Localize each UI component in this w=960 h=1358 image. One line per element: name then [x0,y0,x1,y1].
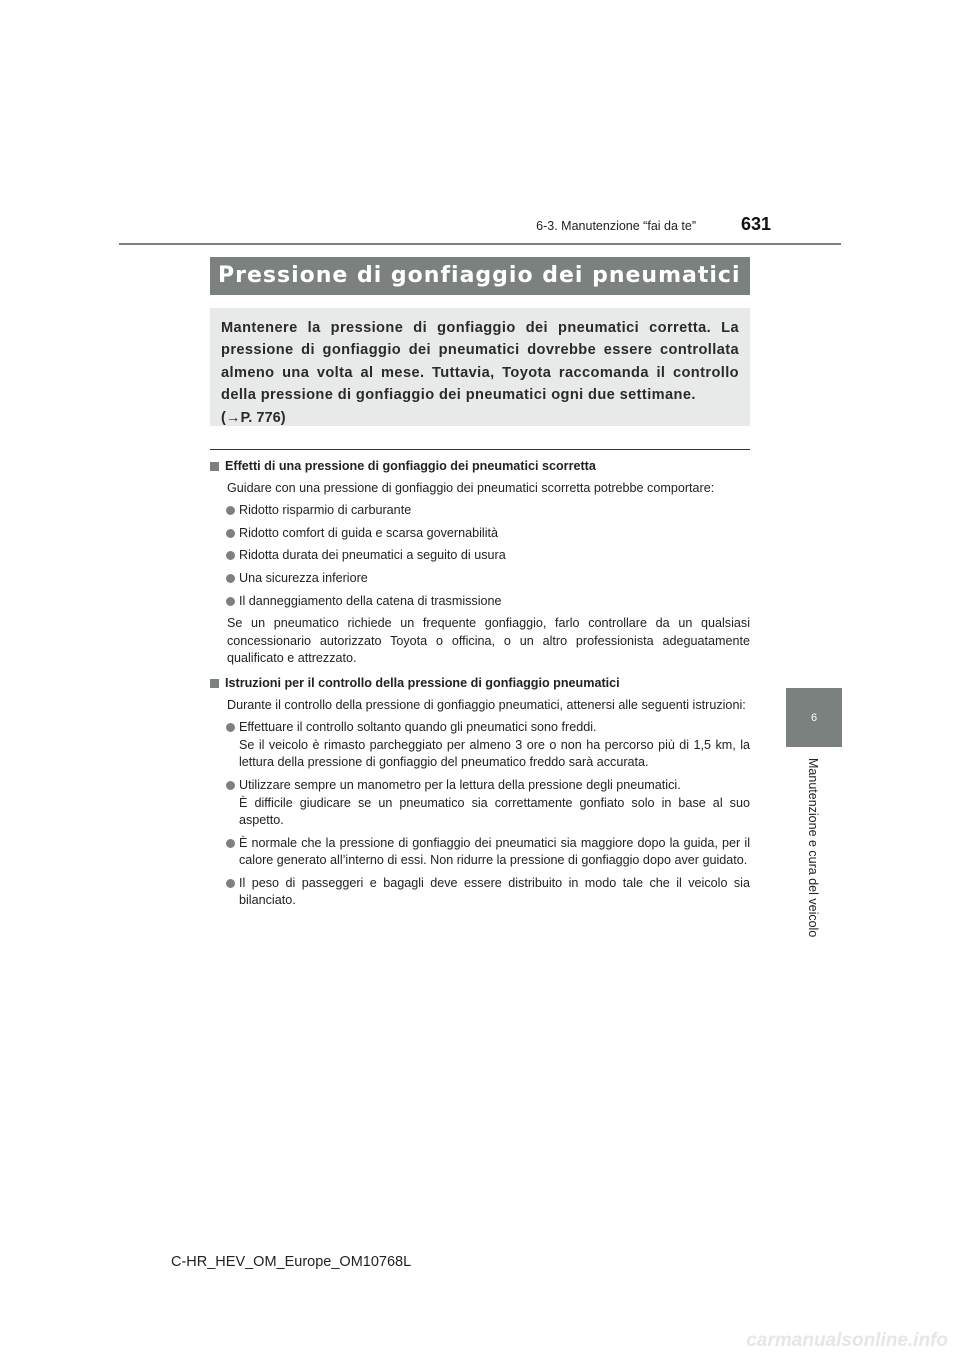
section-intro: Durante il controllo della pressione di gonfiaggio pneumatici, attenersi alle seguenti istruzioni: [227,697,746,712]
document-footer-code: C-HR_HEV_OM_Europe_OM10768L [171,1254,412,1270]
intro-box [210,308,750,426]
list-item [210,777,750,830]
list-item-text: Una sicurezza inferiore [239,570,368,585]
header-section-title: 6-3. Manutenzione “fai da te” [536,219,696,233]
list-item [210,593,750,611]
circle-bullet-icon [226,529,235,538]
list-item [210,835,750,870]
circle-bullet-icon [226,839,235,848]
content [210,458,750,915]
square-bullet-icon [210,462,219,471]
chapter-tab-number: 6 [810,711,818,724]
circle-bullet-icon [226,597,235,606]
intro-text: Mantenere la pressione di gonfiaggio dei pneumatici corretta. La pressione di gonfiaggio dei pneumatici dovrebbe essere controllata almeno una volta al mese. Tuttavia, Toyota raccomanda il controllo della pressione di gonfiaggio dei pneumatici ogni due settimane. [221,320,739,404]
circle-bullet-icon [226,781,235,790]
list-item-text: Il danneggiamento della catena di trasmissione [239,593,502,608]
list-item-text: Utilizzare sempre un manometro per la lettura della pressione degli pneumatici. È difficile giudicare se un pneumatico sia correttamente gonfiato solo in base al suo aspetto. [239,777,750,828]
list-item-text: Il peso di passeggeri e bagagli deve essere distribuito in modo tale che il veicolo sia bilanciato. [239,875,750,908]
list-item-text: Ridotto comfort di guida e scarsa governabilità [239,525,499,540]
section-intro: Guidare con una pressione di gonfiaggio dei pneumatici scorretta potrebbe comportare: [227,480,715,495]
list-item [210,875,750,910]
square-bullet-icon [210,679,219,688]
intro-page-reference: (→P. 776) [221,409,286,426]
list-item-text: È normale che la pressione di gonfiaggio dei pneumatici sia maggiore dopo la guida, per il calore generato all’interno di essi. Non ridurre la pressione di gonfiaggio dopo aver guidato. [239,835,750,868]
watermark: carmanualsonline.info [746,1330,948,1351]
chapter-tab-label: Manutenzione e cura del veicolo [806,758,820,938]
section-divider [210,449,750,450]
page-number: 631 [741,214,772,234]
circle-bullet-icon [226,574,235,583]
list-item [210,570,750,588]
list-item [210,525,750,543]
section-heading-text: Istruzioni per il controllo della pressione di gonfiaggio pneumatici [225,675,620,690]
list-item-text: Ridotto risparmio di carburante [239,503,412,518]
circle-bullet-icon [226,551,235,560]
page-title: Pressione di gonfiaggio dei pneumatici [210,257,750,295]
circle-bullet-icon [226,506,235,515]
list-item-text: Effettuare il controllo soltanto quando gli pneumatici sono freddi. Se il veicolo è rimasto parcheggiato per almeno 3 ore o non ha percorso più di 1,5 km, la lettura della pressione di gonfiaggio del pneumatico freddo sarà accurata. [239,720,750,770]
list-item [210,719,750,772]
header-divider [119,243,841,245]
list-item-text: Ridotta durata dei pneumatici a seguito di usura [239,548,506,563]
circle-bullet-icon [226,723,235,732]
circle-bullet-icon [226,879,235,888]
list-item [210,502,750,520]
list-item [210,547,750,565]
chapter-tab [786,688,842,747]
section-outro: Se un pneumatico richiede un frequente gonfiaggio, farlo controllare da un qualsiasi concessionario autorizzato Toyota o officina, o un altro professionista adeguatamente qualificato e attrezzato. [227,616,750,666]
section-heading [210,458,750,476]
section-heading-text: Effetti di una pressione di gonfiaggio dei pneumatici scorretta [225,459,596,473]
section-heading [210,675,750,693]
